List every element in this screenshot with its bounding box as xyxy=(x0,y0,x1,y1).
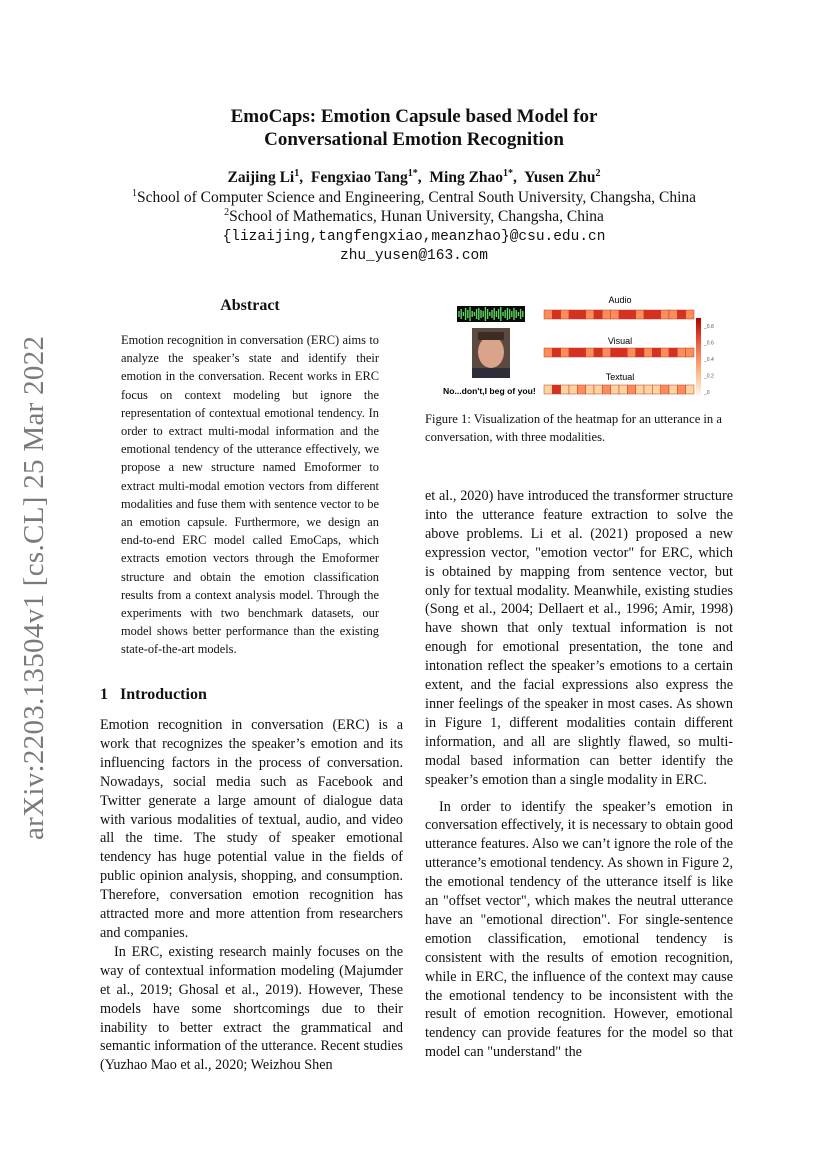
heatmap-row-textual xyxy=(544,385,694,394)
heatmap-cell xyxy=(586,310,594,319)
author-affil-mark: 1* xyxy=(407,168,418,179)
heatmap-cell xyxy=(669,310,677,319)
paragraph: Emotion recognition in conversation (ERC) is a work that recognizes the speaker’s emotion and its influencing factors in the process of conversation. Nowadays, social media such as Facebook and Twitter generate a large amount of dialogue data with various modalities of textual, audio, and video all the time. The study of speaker emotional tendency has huge potential value in the fields of public opinion analysis, shopping, and consumption. Therefore, conversation emotion recognition has attracted more and more attention from researchers and companies. xyxy=(100,717,403,941)
author-list: Zaijing Li$^1$, Fengxiao Tang$^{1*}$, Ming Zhao$^{1*}$, Yusen Zhu$^2$ xyxy=(227,168,601,187)
colorbar-tick-label: _0.8 xyxy=(704,324,714,330)
heatmap-cell xyxy=(627,310,635,319)
affil-mark: 2 xyxy=(224,207,230,218)
heatmap-cell xyxy=(544,385,552,394)
author-affil-mark: 1 xyxy=(294,168,300,179)
section-heading xyxy=(100,686,207,704)
heatmap-cell xyxy=(636,310,644,319)
arxiv-identifier: arXiv:2203.13504v1 [cs.CL] 25 Mar 2022 xyxy=(18,335,50,840)
heatmap-cell xyxy=(577,310,585,319)
heatmap-cell xyxy=(569,348,577,357)
paper-title-line-2: Conversational Emotion Recognition xyxy=(264,129,564,150)
paragraph: et al., 2020) have introduced the transformer structure into the utterance feature extraction to solve the above problems. Li et al. (2021) proposed a new expression vector, "emotion vector" for ERC, which is obtained by mapping from sentence vector, but only for textual modality. Meanwhile, existing studies (Song et al., 2004; Dellaert et al., 1996; Amir, 1998) have shown that only textual information is not enough for emotional presentation, the tone and intonation reflect the speaker’s emotions to a certain extent, and the facial expressions also express the inner feelings of the speaker in most cases. As shown in Figure 1, different modalities contain different information, and all are slightly flawed, so multi-modal based information can better identify the speaker’s emotion than a single modality in ERC. xyxy=(425,488,733,788)
section-title: Introduction xyxy=(120,686,207,703)
left-column-body xyxy=(100,716,403,1075)
heatmap-cell xyxy=(686,348,694,357)
affiliation-2 xyxy=(0,207,828,226)
heatmap-cell xyxy=(594,385,602,394)
paper-title-line-1: EmoCaps: Emotion Capsule based Model for xyxy=(230,106,598,127)
heatmap-cell xyxy=(669,348,677,357)
utterance-text: No...don't,I beg of you! xyxy=(443,386,536,396)
heatmap-cell xyxy=(602,310,610,319)
heatmap-cell xyxy=(602,348,610,357)
heatmap-cell xyxy=(686,310,694,319)
heatmap-cell xyxy=(611,348,619,357)
heatmap-cell xyxy=(619,385,627,394)
heatmap-cell xyxy=(669,385,677,394)
heatmap-label-textual: Textual xyxy=(605,372,635,382)
paragraph: In ERC, existing research mainly focuses on the way of contextual information modeling (Majumder et al., 2019; Ghosal et al., 2019). However, These models have some shortcomings due to their inability to better extract the grammatical and semantic information of the utterance. Recent studies (Yuzhao Mao et al., 2020; Weizhou Shen xyxy=(100,943,403,1074)
heatmap-cell xyxy=(552,310,560,319)
heatmap-label-visual: Visual xyxy=(607,336,633,346)
affil-text: School of Mathematics, Hunan University, Changsha, China xyxy=(229,208,604,226)
section-number: 1 xyxy=(100,686,108,703)
author-name: Fengxiao Tang xyxy=(310,169,408,187)
heatmap-cell xyxy=(677,385,685,394)
heatmap-cell xyxy=(552,348,560,357)
heatmap-cell xyxy=(661,348,669,357)
heatmap-cell xyxy=(577,385,585,394)
colorbar-tick-label: _0.2 xyxy=(704,373,714,380)
author-affil-mark: 1* xyxy=(503,168,514,179)
author-email-2: zhu_yusen@163.com xyxy=(340,248,488,264)
heatmap-cell xyxy=(627,385,635,394)
heatmap-label-audio: Audio xyxy=(608,295,632,305)
heatmap-cell xyxy=(652,310,660,319)
figure-1-caption: Figure 1: Visualization of the heatmap for an utterance in a conversation, with three modalities. xyxy=(425,412,722,444)
heatmap-cell xyxy=(561,348,569,357)
heatmap-cell xyxy=(677,348,685,357)
colorbar xyxy=(696,318,714,396)
heatmap-row-audio xyxy=(544,310,694,319)
colorbar-tick-label: _0.6 xyxy=(704,340,714,347)
affiliation-1 xyxy=(0,188,828,207)
abstract-text: Emotion recognition in conversation (ERC) aims to analyze the speaker’s state and identify their emotion in the conversation. Recent works in ERC focus on context modeling but ignore the representation of contextual emotional tendency. In order to extract multi-modal information and the emotional tendency of the utterance effectively, we propose a new structure named Emoformer to extract multi-modal emotion vectors from different modalities and fuse them with sentence vector to be an emotion capsule. Furthermore, we design an end-to-end ERC model called EmoCaps, which extracts emotion vectors through the Emoformer structure and obtain the emotion classification results from a context analysis model. Through the experiments with two benchmark datasets, our model shows better performance than the existing state-of-the-art models. xyxy=(121,333,379,657)
heatmap-row-visual xyxy=(544,348,694,357)
figure-1-heatmap xyxy=(425,290,735,402)
heatmap-cell xyxy=(594,310,602,319)
face-photo xyxy=(472,328,510,378)
abstract-heading: Abstract xyxy=(220,297,280,314)
waveform-icon xyxy=(457,306,525,322)
heatmap-cell xyxy=(602,385,610,394)
heatmap-cell xyxy=(652,348,660,357)
author-affil-mark: 2 xyxy=(595,168,601,179)
heatmap-cell xyxy=(569,310,577,319)
heatmap-cell xyxy=(644,310,652,319)
affil-mark: 1 xyxy=(131,188,137,199)
heatmap-cell xyxy=(661,310,669,319)
affil-text: School of Computer Science and Engineering, Central South University, Changsha, China xyxy=(136,189,697,207)
heatmap-cell xyxy=(627,348,635,357)
heatmap-cell xyxy=(561,310,569,319)
heatmap-cell xyxy=(652,385,660,394)
heatmap-cell xyxy=(636,348,644,357)
heatmap-cell xyxy=(686,385,694,394)
heatmap-cell xyxy=(577,348,585,357)
heatmap-cell xyxy=(586,348,594,357)
heatmap-cell xyxy=(569,385,577,394)
heatmap-cell xyxy=(619,348,627,357)
paragraph: In order to identify the speaker’s emotion in conversation effectively, it is necessary to obtain good utterance features. Also we can’t ignore the role of the utterance’s emotional tendency. As shown in Figure 2, the emotional tendency of the utterance itself is like an "offset vector", which makes the neutral utterance have an "emotional direction". For single-sentence emotion classification, emotional tendency is consistent with the results of emotion recognition, while in ERC, the influence of the context may cause the emotional tendency to be inconsistent with the result of emotion recognition. However, emotional tendency can provide features for the model so that model can "understand" the xyxy=(425,798,733,1061)
heatmap-cell xyxy=(594,348,602,357)
heatmap-cell xyxy=(544,310,552,319)
heatmap-cell xyxy=(552,385,560,394)
heatmap-cell xyxy=(644,385,652,394)
right-column-body xyxy=(425,487,733,1062)
heatmap-cell xyxy=(677,310,685,319)
heatmap-cell xyxy=(611,310,619,319)
heatmap-cell xyxy=(586,385,594,394)
colorbar-tick-label: _0 xyxy=(704,390,710,396)
author-name: Zaijing Li xyxy=(227,169,295,187)
heatmap-cell xyxy=(644,348,652,357)
heatmap-cell xyxy=(544,348,552,357)
author-name: Yusen Zhu xyxy=(524,169,596,187)
heatmap-cell xyxy=(619,310,627,319)
heatmap-cell xyxy=(636,385,644,394)
author-name: Ming Zhao xyxy=(429,169,504,187)
heatmap-cell xyxy=(561,385,569,394)
heatmap-cell xyxy=(611,385,619,394)
heatmap-cell xyxy=(661,385,669,394)
colorbar-tick-label: _0.4 xyxy=(704,357,714,363)
author-emails: {lizaijing,tangfengxiao,meanzhao}@csu.edu.cn xyxy=(222,229,606,245)
